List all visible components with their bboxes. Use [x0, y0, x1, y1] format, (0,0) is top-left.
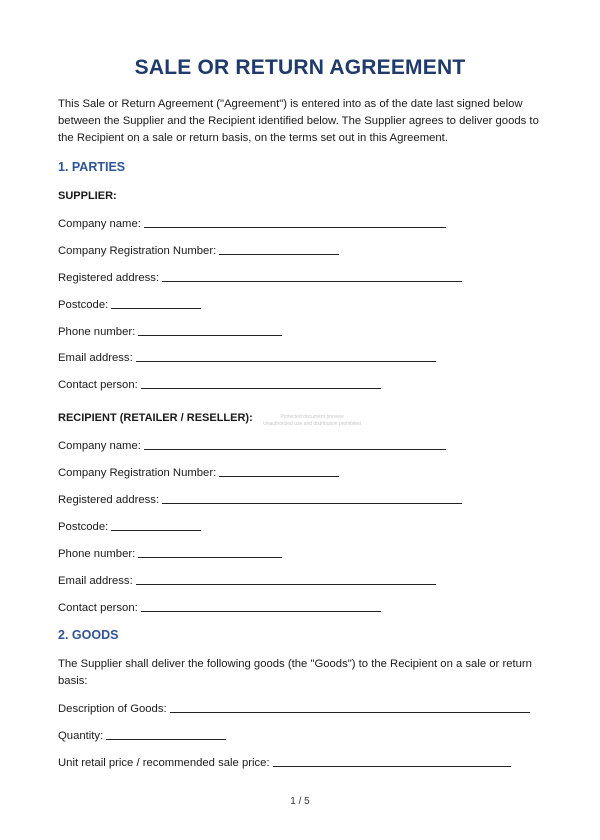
supplier-company-name-field — [58, 216, 446, 230]
recipient-registration-number-field — [58, 465, 339, 479]
watermark-line: Protected document preview — [280, 414, 344, 420]
fill-line — [111, 519, 201, 531]
field-label: Postcode: — [58, 299, 109, 311]
recipient-heading: RECIPIENT (RETAILER / RESELLER): — [58, 412, 253, 424]
recipient-postcode-field — [58, 519, 201, 533]
fill-line — [162, 270, 462, 282]
field-label: Company name: — [58, 218, 141, 230]
field-label: Company Registration Number: — [58, 467, 217, 479]
goods-paragraph: The Supplier shall deliver the following goods (the "Goods") to the Recipient on a sale or return basis: — [58, 658, 532, 687]
goods-unit-price-field — [58, 755, 511, 769]
field-label: Contact person: — [58, 379, 138, 391]
field-label: Email address: — [58, 575, 133, 587]
field-label: Unit retail price / recommended sale price: — [58, 757, 270, 769]
field-label: Email address: — [58, 352, 133, 364]
fill-line — [141, 600, 381, 612]
fill-line — [144, 438, 446, 450]
fill-line — [111, 297, 201, 309]
recipient-contact-field — [58, 600, 381, 614]
section-goods-heading: 2. GOODS — [58, 628, 119, 642]
fill-line — [136, 350, 436, 362]
section-parties-heading: 1. PARTIES — [58, 160, 126, 174]
page-number: 1 / 5 — [290, 796, 310, 807]
document-title: SALE OR RETURN AGREEMENT — [134, 56, 466, 79]
fill-line — [138, 324, 282, 336]
field-label: Description of Goods: — [58, 703, 167, 715]
fill-line — [170, 701, 530, 713]
supplier-registration-number-field — [58, 243, 339, 257]
fill-line — [141, 377, 381, 389]
fill-line — [138, 546, 282, 558]
preview-watermark — [242, 414, 382, 428]
fill-line — [136, 573, 436, 585]
fill-line — [219, 465, 339, 477]
field-label: Postcode: — [58, 521, 109, 533]
recipient-company-name-field — [58, 438, 446, 452]
supplier-phone-field — [58, 324, 282, 338]
supplier-postcode-field — [58, 297, 201, 311]
goods-quantity-field — [58, 728, 226, 742]
recipient-email-field — [58, 573, 436, 587]
field-label: Phone number: — [58, 548, 136, 560]
fill-line — [106, 728, 226, 740]
fill-line — [162, 492, 462, 504]
field-label: Registered address: — [58, 494, 160, 506]
fill-line — [219, 243, 339, 255]
field-label: Company name: — [58, 440, 141, 452]
field-label: Company Registration Number: — [58, 245, 217, 257]
fill-line — [273, 755, 511, 767]
supplier-registered-address-field — [58, 270, 462, 284]
field-label: Registered address: — [58, 272, 160, 284]
fill-line — [144, 216, 446, 228]
goods-description-field — [58, 701, 530, 715]
field-label: Phone number: — [58, 326, 136, 338]
supplier-email-field — [58, 350, 436, 364]
field-label: Quantity: — [58, 730, 104, 742]
supplier-heading: SUPPLIER: — [58, 190, 117, 202]
intro-paragraph: This Sale or Return Agreement ("Agreement") is entered into as of the date last signed below between the Supplier and the Recipient identified below. The Supplier agrees to deliver goods to the Recipient on a sale or return basis, on the terms set out in this Agreement. — [58, 98, 539, 144]
supplier-contact-field — [58, 377, 381, 391]
recipient-phone-field — [58, 546, 282, 560]
field-label: Contact person: — [58, 602, 138, 614]
recipient-registered-address-field — [58, 492, 462, 506]
watermark-line: Unauthorized use and distribution prohibited — [263, 421, 361, 427]
